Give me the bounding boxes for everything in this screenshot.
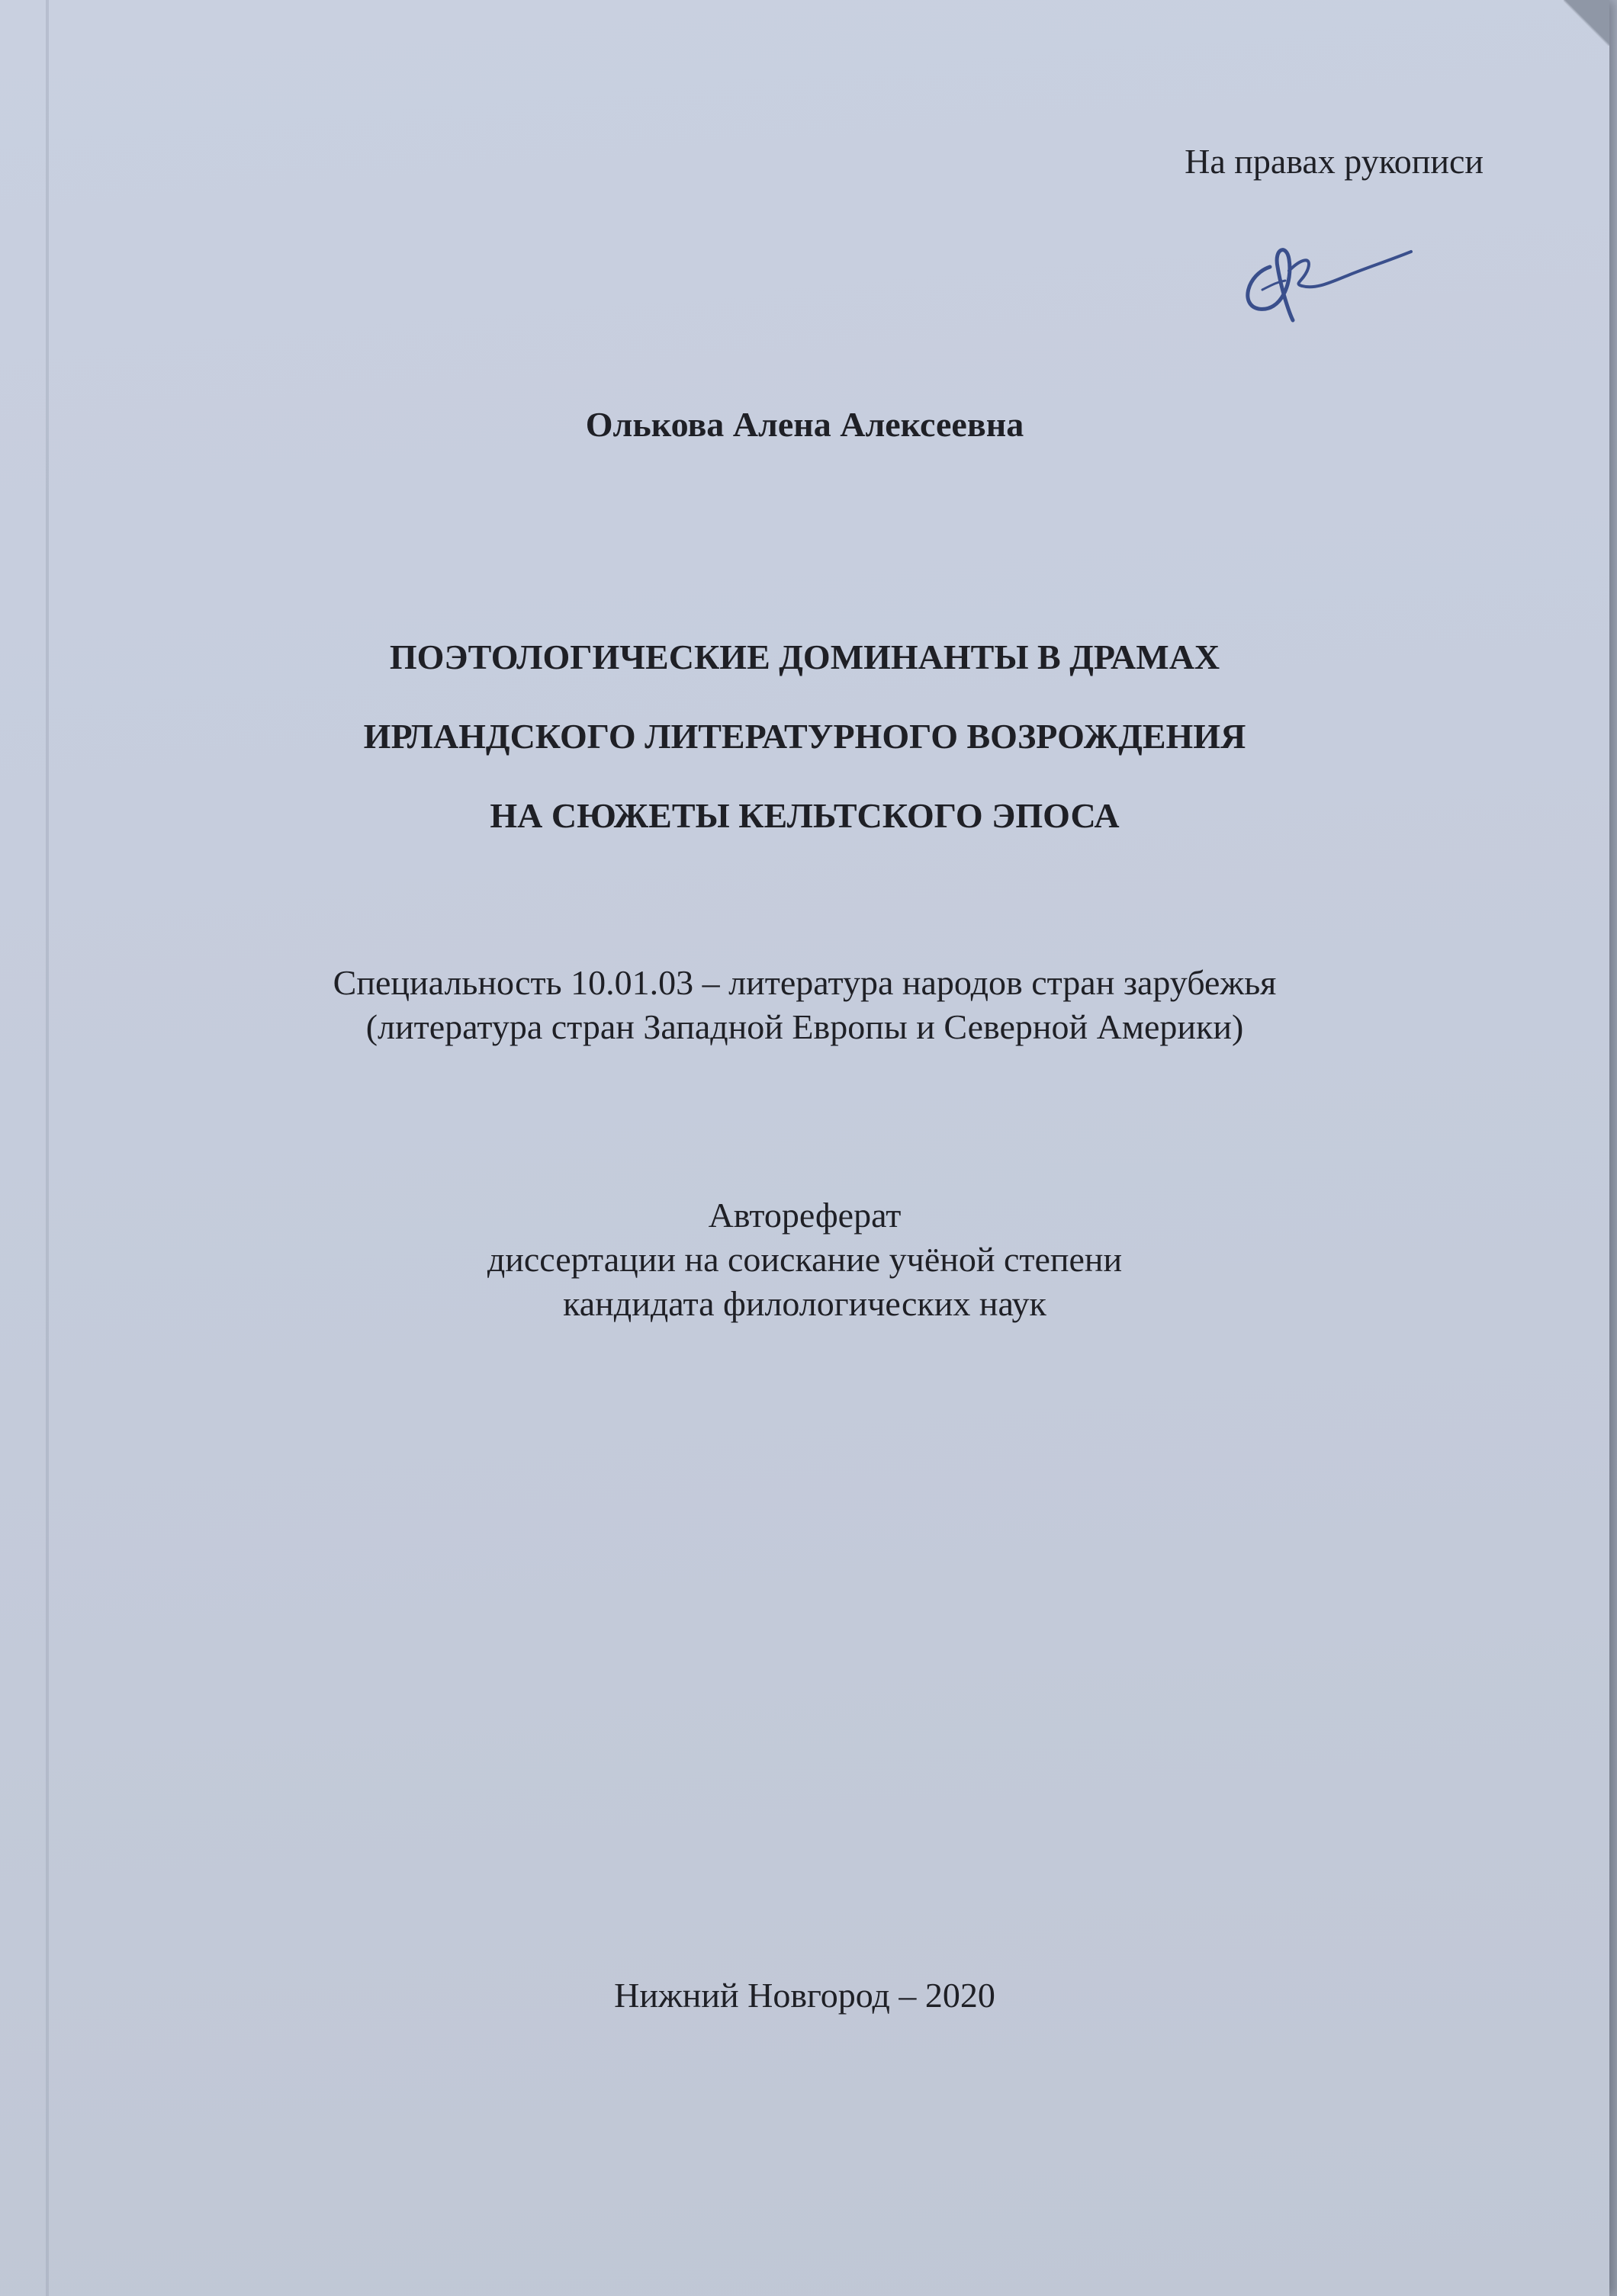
page-corner — [1564, 0, 1609, 46]
title-line: НА СЮЖЕТЫ КЕЛЬТСКОГО ЭПОСА — [490, 796, 1120, 835]
manuscript-note: На правах рукописи — [1185, 142, 1484, 181]
abstract-line: Автореферат — [708, 1196, 902, 1235]
dissertation-title — [0, 618, 1609, 856]
title-line: ИРЛАНДСКОГО ЛИТЕРАТУРНОГО ВОЗРОЖДЕНИЯ — [363, 717, 1246, 756]
specialty-block — [0, 961, 1609, 1049]
abstract-line: кандидата филологических наук — [563, 1284, 1046, 1323]
title-line: ПОЭТОЛОГИЧЕСКИЕ ДОМИНАНТЫ В ДРАМАХ — [389, 637, 1220, 676]
signature-icon — [1217, 214, 1415, 328]
abstract-line: диссертации на соискание учёной степени — [487, 1240, 1123, 1279]
author-name: Олькова Алена Алексеевна — [585, 405, 1024, 444]
abstract-block — [0, 1193, 1609, 1326]
binding-edge — [46, 0, 49, 2296]
specialty-line: (литература стран Западной Европы и Северной Америки) — [365, 1007, 1244, 1046]
city-year: Нижний Новгород – 2020 — [614, 1976, 995, 2015]
specialty-line: Специальность 10.01.03 – литература народов стран зарубежья — [333, 963, 1277, 1002]
